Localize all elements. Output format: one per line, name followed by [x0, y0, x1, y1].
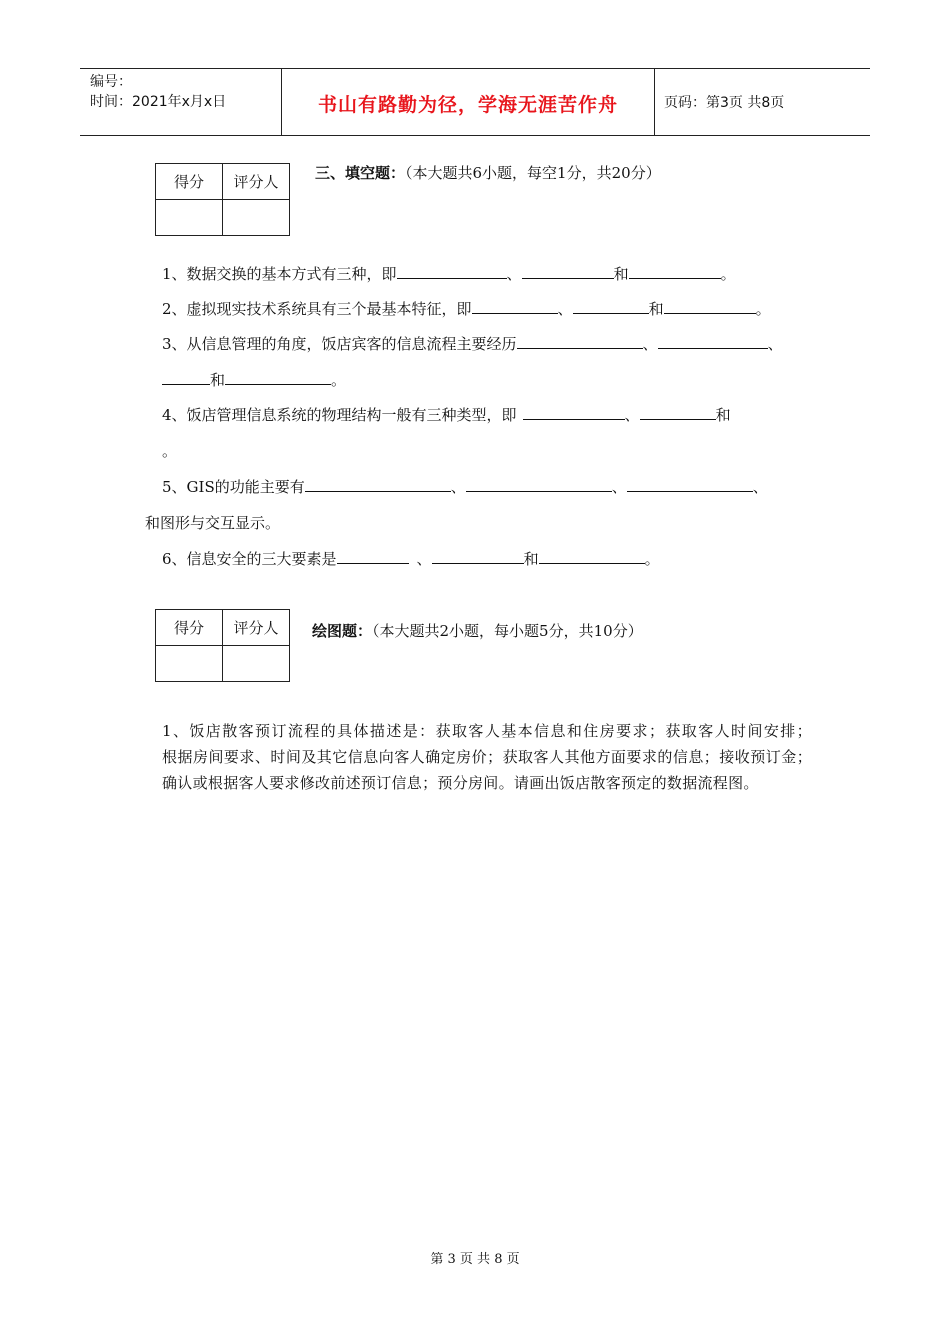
q1-text: 1、数据交换的基本方式有三种，即: [162, 265, 397, 283]
q6-end: 。: [644, 550, 660, 568]
question-2: [162, 297, 771, 319]
question-4: [162, 403, 731, 425]
section4-title: 绘图题：: [312, 622, 373, 640]
q3-blank-3[interactable]: [162, 368, 210, 385]
q2-blank-2[interactable]: [573, 297, 649, 314]
q3-blank-4[interactable]: [225, 368, 331, 385]
q6-sep-1: 、: [416, 550, 432, 568]
header-motto: 书山有路勤为径，学海无涯苦作舟: [317, 94, 618, 116]
q4-blank-1[interactable]: [523, 403, 625, 420]
q5-text: 5、GIS的功能主要有: [162, 478, 305, 496]
section4-heading: [312, 620, 643, 641]
question-4-continued: [162, 440, 177, 461]
q1-blank-3[interactable]: [629, 262, 721, 279]
question-3-continued: [162, 368, 346, 390]
q4-blank-2[interactable]: [640, 403, 716, 420]
section4-note: （本大题共2小题，每小题5分，共10分）: [372, 622, 643, 640]
q5-cont: 和图形与交互显示。: [145, 514, 281, 532]
q2-end: 。: [755, 300, 771, 318]
q6-sep-2: 和: [523, 550, 539, 568]
q3-blank-1[interactable]: [517, 332, 643, 349]
q6-blank-1[interactable]: [337, 547, 409, 564]
q6-blank-3[interactable]: [539, 547, 645, 564]
question-1: [162, 262, 736, 284]
grader-cell: [223, 200, 290, 236]
q5-sep-2: 、: [611, 478, 627, 496]
q1-sep-2: 和: [613, 265, 629, 283]
q3-end: 。: [331, 371, 347, 389]
score-box-section4: [155, 609, 290, 682]
section4-question-1: 1、饭店散客预订流程的具体描述是：获取客人基本信息和住房要求；获取客人时间安排； 根据房间要求、时间及其它信息向客人确定房价；获取客人其他方面要求的信息；接收预订金；确认或根据客人要求修改前述预订信息；预分房间。请画出饭店散客预定的数据流程图。: [162, 722, 883, 792]
q5-blank-1[interactable]: [305, 475, 451, 492]
section3-note: （本大题共6小题，每空1分，共20分）: [405, 164, 661, 182]
score-cell: [156, 646, 223, 682]
score-cell: [156, 200, 223, 236]
q5-sep-1: 、: [450, 478, 466, 496]
q3-sep-1: 、: [642, 335, 658, 353]
q6-text: 6、信息安全的三大要素是: [162, 550, 337, 568]
header-date-label: 时间：2021年x月x日: [90, 94, 227, 110]
header-top-rule: [80, 68, 870, 69]
q2-blank-1[interactable]: [472, 297, 558, 314]
q4-text: 4、饭店管理信息系统的物理结构一般有三种类型，即: [162, 406, 517, 424]
q5-sep-3: 、: [752, 478, 768, 496]
header-divider-right: [654, 68, 655, 136]
q5-blank-3[interactable]: [627, 475, 753, 492]
header-bottom-rule: [80, 135, 870, 136]
header-page-label: 页码：第3页 共8页: [664, 95, 785, 111]
section3-heading: [315, 162, 661, 183]
score-box-section3: [155, 163, 290, 236]
q2-blank-3[interactable]: [664, 297, 756, 314]
q5-blank-2[interactable]: [466, 475, 612, 492]
q6-blank-2[interactable]: [432, 547, 524, 564]
q1-blank-2[interactable]: [522, 262, 614, 279]
score-header: 得分: [156, 164, 223, 200]
q2-text: 2、虚拟现实技术系统具有三个最基本特征，即: [162, 300, 472, 318]
question-3: [162, 332, 783, 354]
q4-sep-2: 和: [715, 406, 731, 424]
q3-blank-2[interactable]: [658, 332, 768, 349]
q2-sep-1: 、: [557, 300, 573, 318]
header-info: [90, 72, 226, 112]
q3-text: 3、从信息管理的角度，饭店宾客的信息流程主要经历: [162, 335, 517, 353]
q4-sep-1: 、: [624, 406, 640, 424]
score-header: 得分: [156, 610, 223, 646]
q1-sep-1: 、: [506, 265, 522, 283]
q2-sep-2: 和: [648, 300, 664, 318]
page-footer: 第 3 页 共 8 页: [430, 1252, 520, 1267]
grader-header: 评分人: [223, 164, 290, 200]
grader-header: 评分人: [223, 610, 290, 646]
header-number-label: 编号：: [90, 74, 132, 90]
grader-cell: [223, 646, 290, 682]
q1-end: 。: [720, 265, 736, 283]
section3-title: 三、填空题：: [315, 164, 406, 182]
q1-blank-1[interactable]: [397, 262, 507, 279]
question-6: [162, 547, 660, 569]
q4-end: 。: [162, 442, 178, 460]
q3-sep-3: 和: [210, 371, 226, 389]
question-5: [162, 475, 768, 497]
question-5-continued: [145, 512, 280, 533]
q3-sep-2: 、: [767, 335, 783, 353]
